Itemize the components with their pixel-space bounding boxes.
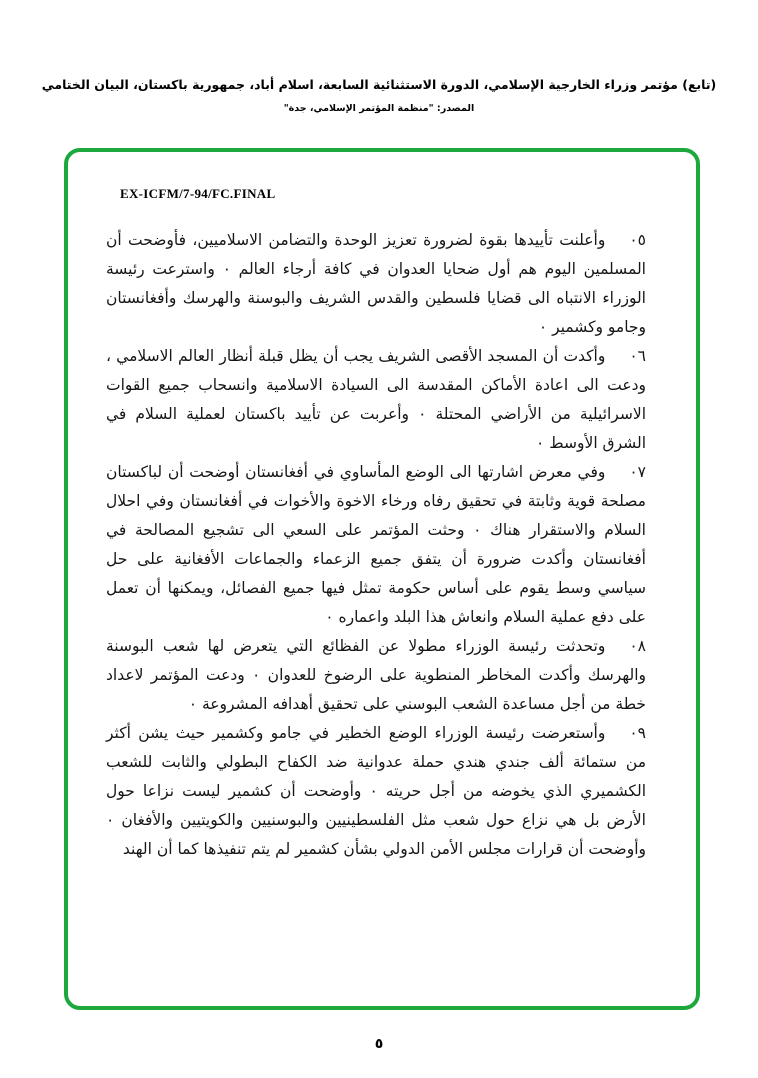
paragraph-number: ٠٧	[629, 463, 646, 481]
paragraph-text: وفي معرض اشارتها الى الوضع المأساوي في أفغانستان أوضحت أن لباكستان مصلحة قوية وثابتة في تحقيق رفاه ورخاء الاخوة والأخوات في أفغانستان وفي احلال السلام والاستقرار هناك ٠ وحثت المؤتمر على السعي الى تشجيع المصالحة في أفغانستان وأكدت ضرورة أن يتفق جميع الزعماء والجماعات الأفغانية على حل سياسي وسط يقوم على أساس حكومة تمثل فيها جميع الفصائل، ويمكنها أن تعمل على دفع عملية السلام وانعاش هذا البلد واعماره ٠	[106, 463, 646, 626]
document-body	[106, 226, 646, 864]
paragraph-05	[106, 226, 646, 342]
header-source: المصدر: "منظمة المؤتمر الإسلامي، جدة"	[283, 102, 475, 114]
paragraph-number: ٠٦	[629, 347, 646, 365]
paragraph-text: وتحدثت رئيسة الوزراء مطولا عن الفظائع التي يتعرض لها شعب البوسنة والهرسك وأكدت المخاطر المنطوية على الرضوخ للعدوان ٠ ودعت المؤتمر لاعداد خطة من أجل مساعدة الشعب البوسني على تحقيق أهدافه المشروعة ٠	[106, 637, 646, 713]
paragraph-number: ٠٥	[629, 231, 646, 249]
paragraph-text: وأستعرضت رئيسة الوزراء الوضع الخطير في جامو وكشمير حيث يشن أكثر من ستمائة ألف جندي هندي حملة عدوانية ضد الكفاح البطولي والثابت للشعب الكشميري الذي يخوضه من أجل حريته ٠ وأوضحت أن كشمير ليست نزاعا حول الأرض بل هي نزاع حول شعب مثل الفلسطينيين والبوسنيين والكويتيين والأفغان ٠ وأوضحت أن قرارات مجلس الأمن الدولي بشأن كشمير لم يتم تنفيذها كما أن الهند	[106, 724, 646, 858]
paragraph-08	[106, 632, 646, 719]
paragraph-09	[106, 719, 646, 864]
page-number: ٥	[374, 1036, 384, 1052]
paragraph-06	[106, 342, 646, 458]
document-border-frame	[64, 148, 700, 1010]
paragraph-number: ٠٨	[629, 637, 646, 655]
paragraph-text: وأعلنت تأييدها بقوة لضرورة تعزيز الوحدة والتضامن الاسلاميين، فأوضحت أن المسلمين اليوم هم أول ضحايا العدوان في كافة أرجاء العالم ٠ واسترعت رئيسة الوزراء الانتباه الى قضايا فلسطين والقدس الشريف والبوسنة والهرسك وأفغانستان وجامو وكشمير ٠	[106, 231, 646, 336]
document-header	[0, 76, 758, 114]
document-reference: EX-ICFM/7-94/FC.FINAL	[120, 186, 276, 201]
header-title: (تابع) مؤتمر وزراء الخارجية الإسلامي، الدورة الاستثنائية السابعة، اسلام أباد، جمهورية باكستان، البيان الختامي	[41, 77, 717, 92]
paragraph-number: ٠٩	[629, 724, 646, 742]
paragraph-text: وأكدت أن المسجد الأقصى الشريف يجب أن يظل قبلة أنظار العالم الاسلامي ، ودعت الى اعادة الأماكن المقدسة الى السيادة الاسلامية وانسحاب جميع القوات الاسرائيلية من الأراضي المحتلة ٠ وأعربت عن تأييد باكستان لعملية السلام في الشرق الأوسط ٠	[106, 347, 646, 452]
paragraph-07	[106, 458, 646, 632]
